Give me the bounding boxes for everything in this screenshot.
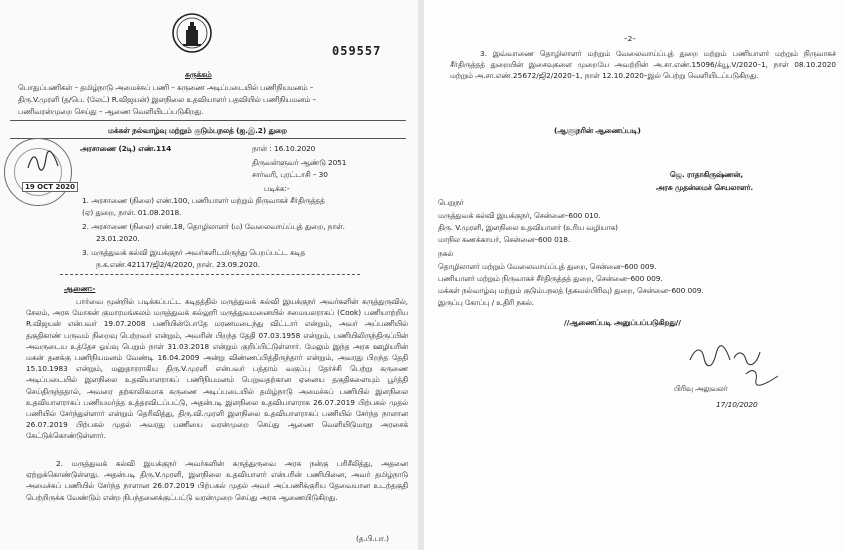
signature-scribble xyxy=(26,150,60,174)
tamil-month: சார்வரி, புரட்டாசி – 30 xyxy=(252,170,328,179)
summary-heading: சுருக்கம் xyxy=(185,70,212,79)
subject-line: பொதுப்பணிகள் – தமிழ்நாடு அமைச்சுப் பணி – கருணை அடிப்படையில் பணிநியமனம் – xyxy=(18,83,314,92)
divider xyxy=(60,274,360,275)
reference-line: 1. அரசாணை (நிலை) எண்.100, பணியாளர் மற்றும் நிருவாகச் சீர்திருத்தத் xyxy=(82,196,325,205)
reference-line: (ஏ) துறை, நாள். 01.08.2018. xyxy=(82,208,182,217)
document-page-1 xyxy=(0,0,418,550)
recipient-line: திரு. V.முரளி, இளநிலை உதவியாளர் (உரிய வழியாக) xyxy=(438,223,618,232)
department-name: மக்கள் நல்வாழ்வு மற்றும் குடும்பநலத் (ஐ.இ.2) துறை xyxy=(108,126,287,135)
copy-line: தொழிலாளர் மற்றும் வேலைவாய்ப்புத் துறை, சென்னை–600 009. xyxy=(438,262,657,271)
document-page-2 xyxy=(424,0,844,550)
reference-line: 3. மருத்துவக் கல்வி இயக்குநர் அவர்களிடமிருந்து பெறப்பட்ட கடித xyxy=(82,248,306,257)
order-paragraph-3: 3. இவ்வாணை தொழிலாளர் மற்றும் வேலைவாய்ப்புத் துறை மற்றும் பணியாளர் மற்றும் நிருவாகச் சீர்திருத்தத் துறையின் இசைவுகளை முறையே அவற்றின் அ.சா.எண்.15096/க்யூ.V/2020–1, நாள் 08.10.2020 மற்றும் அ.சா.எண்.25672/ஜி2/2020–1, நாள் 12.10.2020–இல் பெற்று வெளியிடப்படுகிறது. xyxy=(450,49,836,81)
reference-line: 23.01.2020. xyxy=(96,234,140,243)
subject-line: பணிவரன்முறை செய்து – ஆணை வெளியிடப்படுகிறது. xyxy=(18,107,204,116)
to-label: பெறுநர் xyxy=(438,198,464,207)
page-number: –2– xyxy=(624,34,636,43)
stamp-date: 19 OCT 2020 xyxy=(22,182,78,192)
go-date: நாள் : 16.10.2020 xyxy=(252,144,316,153)
copy-label: நகல் xyxy=(438,249,454,258)
section-officer-label: பிரிவு அலுவலர் xyxy=(674,384,728,393)
tamil-year: திருவள்ளுவர் ஆண்டு 2051 xyxy=(252,158,347,167)
subject-line: திரு.V.முரளி (த/பெ. (லேட்) R.விஜயன்) இளநிலை உதவியாளர் பதவியில் பணிநியமனம் – xyxy=(18,95,317,104)
order-paragraph-1: பார்வை மூன்றில் படிக்கப்பட்ட கடிதத்தில் மருத்துவக் கல்வி இயக்குநர் அவர்களின் கருத்துருவில், சேலம், அரசு மோகன் குமாரமங்கலம் மருத்துவக் கல்லூரி மருத்துவமனையில் சமையலராகப் (Cook) பணியாற்றிய R.விஜயன் என்பவர் 19.07.2008 பணியின்போதே மரணமடைந்து விட்டார் என்றும், அவர் அப்பணியில் தகுதிகாண் பருவம் நிறைவு பெற்றவர் என்றும், அவரின் பிறந்த தேதி 07.03.1958 என்றும், பணியிலிருந்திருப்பின் அவருடைய உத்தேச ஓய்வு பெறும் நாள் 31.03.2018 என்றும் குறிப்பிட்டுள்ளார். மேலும் இந்த அரசு ஊழியரின் மகன் தனக்கு பணிநியமனம் வேண்டி 16.04.2009 அன்று விண்ணப்பித்திருந்தார் என்றும், அவரது பிறந்த தேதி 15.10.1983 என்றும், மனுதாரராகிய திரு.V.முரளி என்பவர் பத்தாம் வகுப்பு தேர்ச்சி பெற்று கருணை அடிப்படையில் இளநிலை உதவியாளராகப் பணிநியமனம் பெறுவதற்கான ஏனைய தகுதிகளையும் பூர்த்தி செய்திருந்ததால், அவரை தற்காலிகமாக கருணை அடிப்படையில் தமிழ்நாடு அமைச்சுப் பணியில் இளநிலை உதவியாளராகப் பணியமர்த்த உத்தரவிடப்பட்டு, அதன்படி இளநிலை உதவியாளராக 26.07.2019 பிற்பகல் முதல் பணியில் சேர்ந்துள்ளார் என்றும் தெரிவித்து, திரு.வி.முரளி இளநிலை உதவியாளராகப் பணியில் சேர்ந்த நாளான 26.07.2019 பிற்பகல் முதல் அவரது பணியை வரன்முறை செய்து ஆணை வெளியிடுமாறு அரசைக் கேட்டுக்கொண்டுள்ளார். xyxy=(26,297,408,441)
serial-number: 059557 xyxy=(332,44,382,58)
divider xyxy=(10,120,406,121)
divider xyxy=(10,138,406,139)
signatory-title: அரசு முதன்மைச் செயலாளர். xyxy=(656,183,754,192)
tamilnadu-emblem-icon xyxy=(172,12,212,54)
reference-line: 2. அரசாணை (நிலை) எண்.18, தொழிலாளர் (ம) வேலைவாய்ப்புத் துறை, நாள். xyxy=(82,222,345,231)
recipient-line: மருத்துவக் கல்வி இயக்குநர், சென்னை–600 010. xyxy=(438,211,601,220)
copy-line: இருப்பு கோப்பு / உதிரி நகல். xyxy=(438,298,534,307)
read-label: படிக்க:- xyxy=(264,184,290,193)
recipient-line: மாநில கணக்காயர், சென்னை–600 018. xyxy=(438,235,571,244)
go-number: அரசாணை (2டி) எண்.114 xyxy=(80,144,172,153)
order-paragraph-2: 2. மருத்துவக் கல்வி இயக்குநர் அவர்களின் கருத்துருவை அரசு நன்கு பரிசீலித்து, அதனை ஏற்றுக்கொண்டுள்ளது. அதன்படி திரு.V.முரளி, இளநிலை உதவியாளர் என்பரின் பணியினை, அவர் தமிழ்நாடு அமைச்சுப் பணியில் சேர்ந்த நாளான 26.07.2019 பிற்பகல் முதல் அவர் அப்பணிக்குரிய தேவையான உடற்தகுதி பெற்றிருக்க வேண்டும் என்ற நிபந்தனைக்குட்பட்டு வரன்முறை செய்து அரசு ஆணையிடுகிறது. xyxy=(26,459,408,502)
signatory-name: ஜெ. ராதாகிருஷ்ணன், xyxy=(670,170,744,179)
copy-line: பணியாளர் மற்றும் நிருவாகச் சீர்திருத்தத் துறை, சென்னை–600 009. xyxy=(438,274,663,283)
order-label: ஆணை:- xyxy=(64,284,96,293)
reference-line: ந.க.எண்.42117/ஜி2/4/2020, நாள். 23.09.2020. xyxy=(96,260,260,269)
forwarded-note: //ஆணைப்படி அனுப்பப்படுகிறது// xyxy=(564,318,681,327)
copy-line: மக்கள் நல்வாழ்வு மற்றும் குடும்பநலத் (தகவல்பிரிவு) துறை, சென்னை–600 009. xyxy=(438,286,704,295)
pto-note: (த.பி.பா.) xyxy=(356,534,389,543)
handwritten-date: 17/10/2020 xyxy=(716,400,758,409)
by-order-label: (ஆளுநரின் ஆணைப்படி) xyxy=(554,126,641,135)
